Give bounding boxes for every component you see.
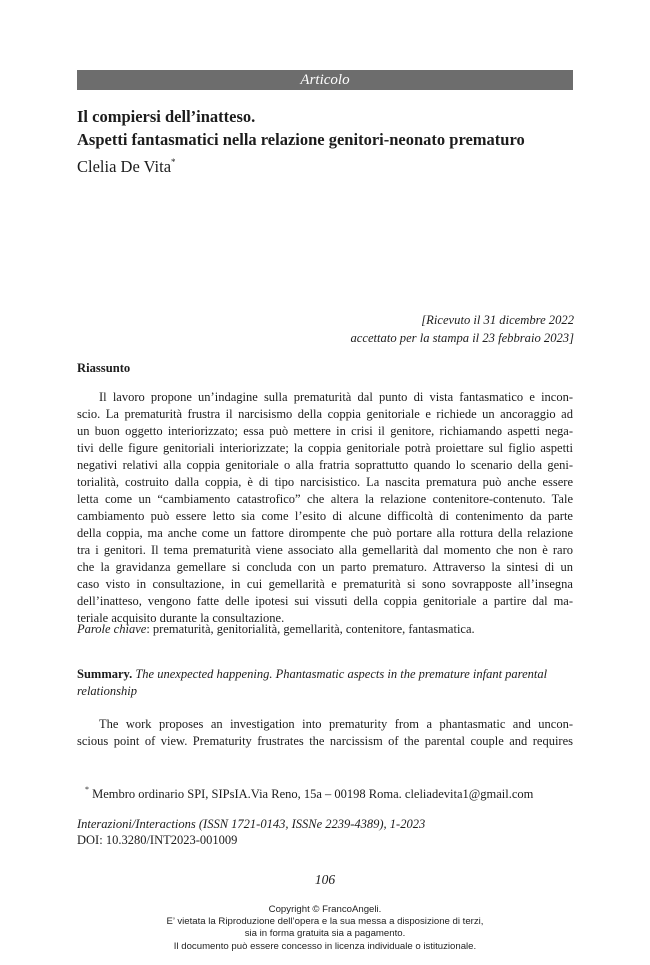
summary-title: The unexpected happening. Phantasmatic aspects in the premature infant parental relationship: [77, 667, 548, 698]
riassunto-line: un buon oggetto interiorizzato; essa può mettere in crisi il genitore, richiamando aspetti nega-: [77, 424, 573, 438]
received-dates: [350, 311, 574, 347]
copyright-line: E’ vietata la Riproduzione dell’opera e la sua messa a disposizione di terzi,: [166, 916, 484, 928]
riassunto-line: Il lavoro propone un’indagine sulla prematurità dal punto di vista fantasmatico e incon-: [99, 390, 573, 404]
footnote-marker: *: [85, 785, 89, 794]
riassunto-paragraph: [77, 389, 573, 627]
riassunto-line: letta come un “cambiamento catastrofico” che altera la relazione contenitore-contenuto. Tale: [77, 492, 573, 506]
riassunto-line: torialità, costruito dalla coppia, è di tipo narcisistico. La nascita prematura può anche essere: [77, 475, 573, 489]
journal-title: Interazioni/Interactions (ISSN 1721-0143, ISSNe 2239-4389), 1-2023: [77, 817, 426, 831]
journal-info: [77, 816, 425, 848]
summary-heading: [77, 666, 573, 700]
accepted-date: accettato per la stampa il 23 febbraio 2023]: [350, 331, 574, 345]
section-banner-label: Articolo: [300, 72, 350, 88]
riassunto-line: caso visto in consultazione, in cui gemellarità e prematurità si sono sovrapposte all’insegna: [77, 577, 573, 591]
article-title-line-1: Il compiersi dell’inatteso.: [77, 107, 256, 126]
article-title-line-2: Aspetti fantasmatici nella relazione genitori-neonato prematuro: [77, 130, 525, 149]
riassunto-line: della coppia, ma anche come un fattore dirompente che può portare alla rottura della relazione: [77, 526, 573, 540]
author-name: [77, 152, 176, 177]
copyright-line: Il documento può essere concesso in licenza individuale o istituzionale.: [173, 940, 477, 952]
summary-label: Summary.: [77, 667, 133, 681]
summary-line: scious point of view. Prematurity frustrates the narcissism of the parental couple and requires: [77, 734, 573, 748]
riassunto-line: negativi relativi alla coppia genitoriale o alla fratria soprattutto quando lo scenario della geni-: [77, 458, 573, 472]
author-footnote-marker: *: [171, 157, 176, 167]
author-name-text: Clelia De Vita: [77, 157, 172, 176]
summary-line: The work proposes an investigation into prematurity from a phantasmatic and uncon-: [99, 717, 573, 731]
riassunto-line: scio. La prematurità frustra il narcisismo della coppia genitoriale e richiede un ancoraggio ad: [77, 407, 573, 421]
footnote-divider: [77, 765, 267, 766]
section-banner: [77, 70, 573, 90]
keywords-label: Parole chiave: [77, 622, 147, 636]
copyright-notice: [0, 904, 650, 953]
copyright-line: Copyright © FrancoAngeli.: [268, 904, 382, 915]
riassunto-line: tra i genitori. Il tema prematurità viene associato alla gemellarità dal momento che non è raro: [77, 543, 573, 557]
received-date: [Ricevuto il 31 dicembre 2022: [421, 313, 574, 327]
riassunto-line: dell’inatteso, vengono fatte delle ipotesi sui vissuti della coppia genitoriale a partire dal ma-: [77, 594, 573, 608]
riassunto-line: cambiamento può essere letto sia come l’esito di alcune difficoltà di contenimento da parte: [77, 509, 573, 523]
summary-paragraph: [77, 716, 573, 750]
journal-doi: DOI: 10.3280/INT2023-001009: [77, 833, 238, 847]
keywords: [77, 622, 475, 637]
page-number: 106: [314, 872, 336, 887]
keywords-list: : prematurità, genitorialità, gemellarità, contenitore, fantasmatica.: [146, 622, 475, 636]
copyright-line: sia in forma gratuita sia a pagamento.: [244, 928, 406, 940]
footnote-text: Membro ordinario SPI, SIPsIA.Via Reno, 15a – 00198 Roma. cleliadevita1@gmail.com: [89, 787, 534, 801]
riassunto-line: che la gravidanza gemellare si concluda con un parto prematuro. Attraverso la sintesi di un: [77, 560, 573, 574]
riassunto-heading: Riassunto: [77, 361, 131, 375]
footnote: [77, 785, 573, 802]
riassunto-line: teriale acquisito durante la consultazione.: [77, 611, 285, 625]
riassunto-line: tivi delle figure genitoriali interiorizzate; la coppia genitoriale potrà proiettare sul figlio aspetti: [77, 441, 573, 455]
